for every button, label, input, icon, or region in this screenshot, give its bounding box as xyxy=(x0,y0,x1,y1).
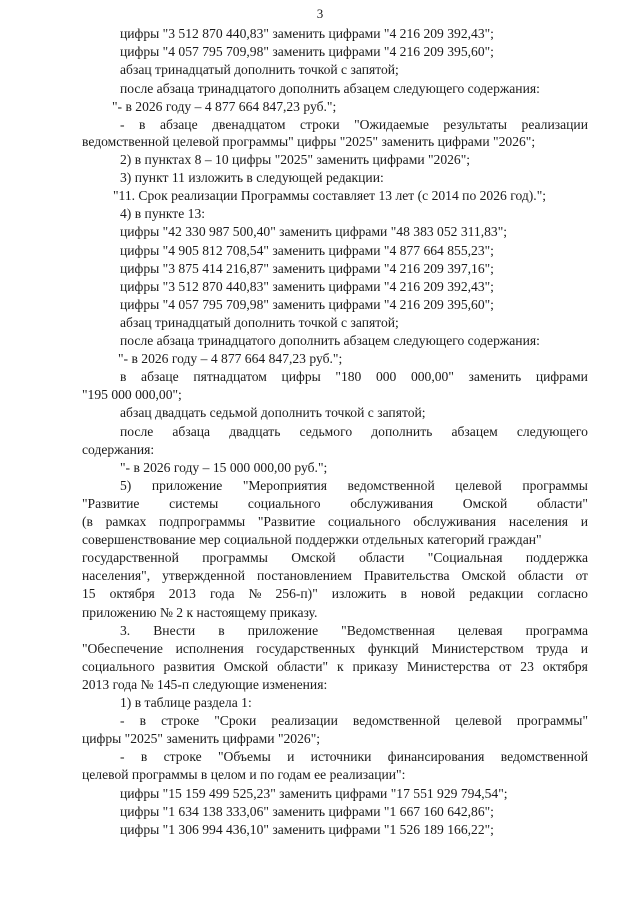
word: ведомственной xyxy=(500,749,588,764)
word: 000 xyxy=(375,369,397,384)
text-line: абзац тринадцатый дополнить точкой с запятой; xyxy=(120,62,399,77)
word: строке xyxy=(163,749,202,764)
word: "Развитие xyxy=(82,496,140,511)
text-line: цифры "2025" заменить цифрами "2026"; xyxy=(82,731,321,746)
word: исполнения xyxy=(175,641,244,656)
word: октября xyxy=(542,659,588,674)
text-line: цифры "1 306 994 436,10" заменить цифрами "1 526 189 166,22"; xyxy=(120,822,494,837)
text-line xyxy=(120,623,588,639)
word: Министерства xyxy=(406,659,490,674)
word: октября xyxy=(109,586,155,601)
word: реализации xyxy=(521,117,588,132)
text-line: ведомственной целевой программы" цифры "2025" заменить цифрами "2026"; xyxy=(82,134,536,149)
word: населения xyxy=(508,514,569,529)
word: государственных xyxy=(256,641,356,656)
text-line: 4) в пункте 13: xyxy=(120,206,206,221)
text-line: цифры "42 330 987 500,40" заменить цифрами "48 383 052 311,83"; xyxy=(120,224,508,239)
word: программы xyxy=(522,478,588,493)
word: ведомственной xyxy=(347,478,435,493)
word: в xyxy=(218,623,225,638)
word: 2013 xyxy=(168,586,196,601)
word: дополнить xyxy=(371,424,433,439)
word: развития xyxy=(163,659,215,674)
text-line: приложению № 2 к настоящему приказу. xyxy=(82,605,318,620)
text-line: 2013 года № 145-п следующие изменения: xyxy=(82,677,328,692)
word: абзацем xyxy=(451,424,498,439)
word: "Объемы xyxy=(217,749,271,764)
word: и xyxy=(287,749,295,764)
word: труда xyxy=(536,641,568,656)
word: абзаце xyxy=(141,369,179,384)
word: Министерством xyxy=(431,641,524,656)
text-line xyxy=(82,568,588,584)
word: Правительства xyxy=(363,568,450,583)
word: в xyxy=(120,369,127,384)
text-line: 3) пункт 11 изложить в следующей редакции: xyxy=(120,170,384,185)
word: редакции xyxy=(469,586,524,601)
word: области xyxy=(359,550,405,565)
word: ведомственной xyxy=(352,713,441,728)
word: двенадцатом xyxy=(212,117,286,132)
word: к xyxy=(336,659,344,674)
word: строке xyxy=(161,713,200,728)
word: результаты xyxy=(443,117,508,132)
word: согласно xyxy=(537,586,588,601)
word: обслуживания xyxy=(350,496,434,511)
word: цифрами xyxy=(535,369,588,384)
text-line: цифры "3 512 870 440,83" заменить цифрами "4 216 209 392,43"; xyxy=(120,26,494,41)
word: (в xyxy=(82,514,93,529)
word: Омской xyxy=(223,659,269,674)
word: седьмого xyxy=(299,424,353,439)
text-line: 1) в таблице раздела 1: xyxy=(120,695,252,710)
word: новой xyxy=(420,586,456,601)
text-line xyxy=(120,424,588,440)
page-number: 3 xyxy=(316,6,324,21)
text-line xyxy=(82,514,588,530)
text-line: содержания: xyxy=(82,442,155,457)
text-line: абзац тринадцатый дополнить точкой с запятой; xyxy=(120,315,399,330)
text-line: после абзаца тринадцатого дополнить абзацем следующего содержания: xyxy=(120,333,540,348)
text-line xyxy=(120,749,588,765)
word: 23 xyxy=(520,659,534,674)
word: "Социальная xyxy=(427,550,503,565)
text-line xyxy=(82,659,588,675)
word: области" xyxy=(536,496,588,511)
word: источники xyxy=(310,749,372,764)
word: обслуживания xyxy=(413,514,497,529)
word: изложить xyxy=(331,586,387,601)
word: целевой xyxy=(455,713,502,728)
text-line: цифры "3 512 870 440,83" заменить цифрами "4 216 209 392,43"; xyxy=(120,279,494,294)
text-line: цифры "3 875 414 216,87" заменить цифрами "4 216 209 397,16"; xyxy=(120,261,494,276)
word: Омской xyxy=(291,550,336,565)
word: рамках xyxy=(105,514,147,529)
word: - xyxy=(120,117,125,132)
text-line xyxy=(82,496,588,512)
word: 256-п)" xyxy=(275,586,318,601)
word: приложение xyxy=(151,478,223,493)
text-line: 2) в пунктах 8 – 10 цифры "2025" заменить цифрами "2026"; xyxy=(120,152,471,167)
word: 000,00" xyxy=(410,369,454,384)
word: в xyxy=(139,117,146,132)
word: в xyxy=(140,749,148,764)
text-line: цифры "4 905 812 708,54" заменить цифрами "4 877 664 855,23"; xyxy=(120,243,494,258)
text-line: совершенствование мер социальной поддержки отдельных категорий граждан" xyxy=(82,532,542,547)
text-line: "- в 2026 году – 15 000 000,00 руб."; xyxy=(120,460,328,475)
word: программа xyxy=(525,623,588,638)
word: населения", xyxy=(82,568,151,583)
word: приложение xyxy=(247,623,319,638)
word: 15 xyxy=(82,586,96,601)
word: социального xyxy=(82,659,155,674)
text-line xyxy=(82,550,588,566)
text-line: целевой программы в целом и по годам ее реализации": xyxy=(82,767,406,782)
word: утвержденной xyxy=(162,568,245,583)
word: и xyxy=(580,641,588,656)
word: подпрограммы xyxy=(158,514,246,529)
word: в xyxy=(400,586,407,601)
text-line xyxy=(120,117,588,133)
text-line xyxy=(120,369,588,385)
word: от xyxy=(575,568,588,583)
word: области xyxy=(517,568,564,583)
word: года xyxy=(209,586,235,601)
word: "Сроки xyxy=(214,713,257,728)
text-line: "- в 2026 году – 4 877 664 847,23 руб."; xyxy=(118,351,343,366)
word: программы xyxy=(202,550,268,565)
text-line: "- в 2026 году – 4 877 664 847,23 руб."; xyxy=(112,99,337,114)
word: абзаца xyxy=(172,424,211,439)
word: абзаце xyxy=(159,117,198,132)
text-line: абзац двадцать седьмой дополнить точкой с запятой; xyxy=(120,405,426,420)
word: после xyxy=(120,424,154,439)
word: следующего xyxy=(516,424,588,439)
text-line xyxy=(120,713,588,729)
word: - xyxy=(120,713,125,728)
word: - xyxy=(120,749,125,764)
word: в xyxy=(139,713,147,728)
word: пятнадцатом xyxy=(193,369,267,384)
text-line: цифры "4 057 795 709,98" заменить цифрами "4 216 209 395,60"; xyxy=(120,297,494,312)
word: 5) xyxy=(120,478,132,493)
word: "Обеспечение xyxy=(82,641,163,656)
word: и xyxy=(580,514,588,529)
text-line: после абзаца тринадцатого дополнить абзацем следующего содержания: xyxy=(120,81,540,96)
text-line: "195 000 000,00"; xyxy=(82,387,182,402)
word: реализации xyxy=(271,713,338,728)
word: системы xyxy=(169,496,219,511)
word: "Ожидаемые xyxy=(354,117,429,132)
text-line: "11. Срок реализации Программы составляет 13 лет (с 2014 по 2026 год)."; xyxy=(113,188,547,203)
word: Омской xyxy=(461,568,506,583)
word: от xyxy=(498,659,512,674)
text-line: цифры "4 057 795 709,98" заменить цифрами "4 216 209 395,60"; xyxy=(120,44,494,59)
word: социального xyxy=(247,496,321,511)
word: цифры xyxy=(281,369,321,384)
text-line: цифры "1 634 138 333,06" заменить цифрами "1 667 160 642,86"; xyxy=(120,804,494,819)
word: функций xyxy=(367,641,419,656)
word: заменить xyxy=(468,369,522,384)
text-line: цифры "15 159 499 525,23" заменить цифрами "17 551 929 794,54"; xyxy=(120,786,508,801)
word: финансирования xyxy=(387,749,485,764)
word: целевой xyxy=(455,478,502,493)
word: социального xyxy=(328,514,401,529)
word: "Развитие xyxy=(257,514,316,529)
word: приказу xyxy=(352,659,399,674)
word: государственной xyxy=(82,550,179,565)
text-line xyxy=(120,478,588,494)
word: "Ведомственная xyxy=(341,623,435,638)
word: двадцать xyxy=(229,424,281,439)
word: "180 xyxy=(335,369,362,384)
word: "Мероприятия xyxy=(242,478,327,493)
text-line xyxy=(82,586,588,602)
word: постановлением xyxy=(257,568,352,583)
word: № xyxy=(248,586,262,601)
text-line xyxy=(82,641,588,657)
word: поддержка xyxy=(525,550,588,565)
word: целевая xyxy=(457,623,503,638)
word: 3. xyxy=(120,623,131,638)
word: строки xyxy=(300,117,340,132)
word: программы" xyxy=(516,713,588,728)
word: области" xyxy=(277,659,329,674)
word: Внести xyxy=(153,623,196,638)
word: Омской xyxy=(462,496,508,511)
